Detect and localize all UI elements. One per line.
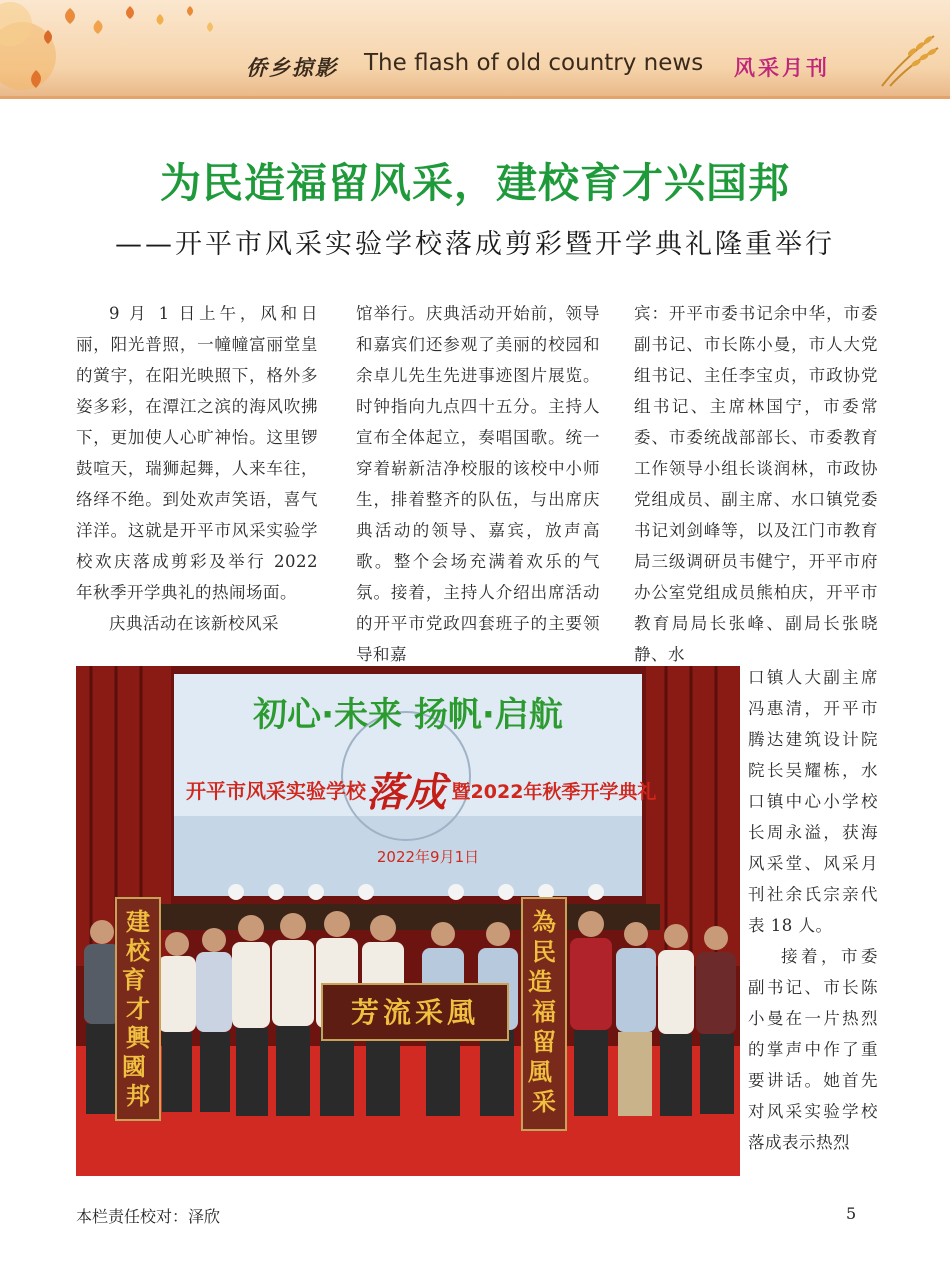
autumn-leaves-icon xyxy=(0,0,240,96)
proofreader-credit: 本栏责任校对：泽欣 xyxy=(76,1207,221,1226)
text-column-1 xyxy=(76,298,318,639)
banner-calligraphy: 落成 xyxy=(366,769,446,816)
text-column-3 xyxy=(634,298,878,670)
header-banner xyxy=(0,0,950,99)
banner-ceremony-name: 暨2022年秋季开学典礼 xyxy=(451,781,657,803)
text-column-2 xyxy=(356,298,600,670)
paragraph: 口镇人大副主席冯惠清，开平市腾达建筑设计院院长吴耀栋，水口镇中心小学校长周永溢，获海风采堂、风采月刊社余氏宗亲代表 18 人。 xyxy=(748,668,878,935)
magazine-name: 风采月刊 xyxy=(734,56,830,80)
paragraph: 9 月 1 日上午，风和日丽，阳光普照，一幢幢富丽堂皇的黉宇，在阳光映照下，格外多姿多彩，在潭江之滨的海风吹拂下，更加使人心旷神怡。这里锣鼓喧天，瑞狮起舞，人来车往，络绎不绝。到处欢声笑语，喜气洋洋。这就是开平市风采实验学校欢庆落成剪彩及举行 2022 年秋季开学典礼的热闹场面。 xyxy=(76,304,318,602)
article-subtitle: ——开平市风采实验学校落成剪彩暨开学典礼隆重举行 xyxy=(115,229,835,260)
paragraph: 接着，市委副书记、市长陈小曼在一片热烈的掌声中作了重要讲话。她首先对风采实验学校落成表示热烈 xyxy=(748,947,878,1152)
ceremony-photo xyxy=(76,666,740,1176)
paragraph: 宾：开平市委书记余中华，市委副书记、市长陈小曼，市人大党组书记、主任李宝贞，市政协党组书记、主席林国宁，市委常委、市委统战部部长、市委教育工作领导小组长谈润林，市政协党组成员、副主席、水口镇党委书记刘剑峰等，以及江门市教育局三级调研员韦健宁，开平市府办公室党组成员熊柏庆，开平市教育局局长张峰、副局长张晓静、水 xyxy=(634,304,878,664)
banner-slogan: 初心·未来 扬帆·启航 xyxy=(253,695,563,735)
text-column-3-narrow xyxy=(748,662,878,1158)
banner-school-name: 开平市风采实验学校 xyxy=(186,779,366,803)
plaque-text: 芳流采風 xyxy=(350,996,480,1029)
column-name-en: The flash of old country news xyxy=(364,50,704,76)
article-title: 为民造福留风采，建校育才兴国邦 xyxy=(160,159,790,207)
wheat-icon xyxy=(872,30,942,88)
banner-date: 2022年9月1日 xyxy=(376,848,480,866)
paragraph: 馆举行。庆典活动开始前，领导和嘉宾们还参观了美丽的校园和余卓儿先生先进事迹图片展览。时钟指向九点四十五分。主持人宣布全体起立，奏唱国歌。统一穿着崭新洁净校服的该校中小师生，排着整齐的队伍，与出席庆典活动的领导、嘉宾，放声高歌。整个会场充满着欢乐的气氛。接着，主持人介绍出席活动的开平市党政四套班子的主要领导和嘉 xyxy=(356,304,600,664)
page-number: 5 xyxy=(846,1204,857,1223)
ceremony-photo-illustration xyxy=(76,666,740,1176)
scroll-left-text: 建校育 才興國 邦 xyxy=(121,907,150,1110)
column-name-cn: 侨乡掠影 xyxy=(246,55,338,80)
paragraph: 庆典活动在该新校风采 xyxy=(109,614,279,633)
scroll-right-text: 為民造 福留風 采 xyxy=(527,907,556,1116)
